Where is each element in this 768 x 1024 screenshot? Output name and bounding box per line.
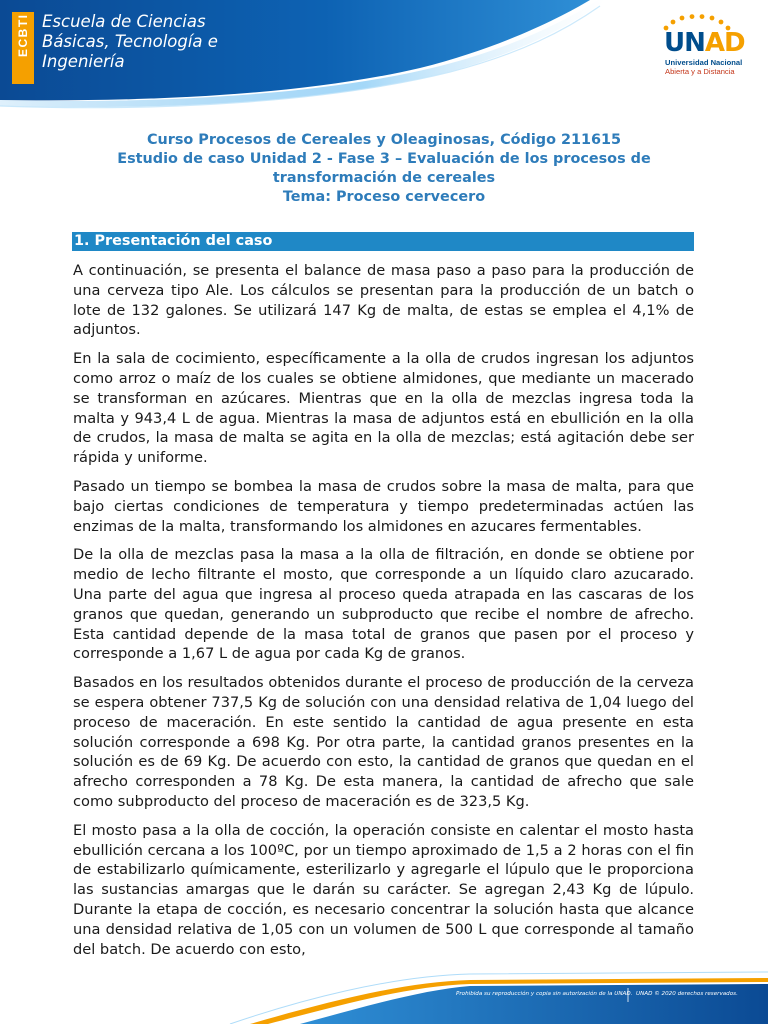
school-name-line: Ingeniería xyxy=(42,52,125,71)
paragraph: A continuación, se presenta el balance de masa paso a paso para la producción de una cerveza tipo Ale. Los cálculos se presentan para la producción de un batch o lote de 132 galones. Se utilizará 147 Kg de malta, de estas se emplea el 4,1% de adjuntos. xyxy=(73,262,694,339)
title-line: transformación de cereales xyxy=(272,170,496,186)
unad-logo xyxy=(656,14,756,78)
paragraph: El mosto pasa a la olla de cocción, la operación consiste en calentar el mosto hasta ebullición cercana a los 100ºC, por un tiempo aproximado de 1,5 a 2 horas con el fin de estabilizarlo químicamente, esterilizarlo y agregarle el lúpulo que le proporciona las sustancias amargas que le darán su carácter. Se agregan 2,43 Kg de lúpulo. Durante la etapa de cocción, es necesario concentrar la solución hasta que alcance una densidad relativa de 1,05 con un volumen de 500 L que corresponde al tamaño del batch. De acuerdo con esto, xyxy=(73,821,694,958)
paragraph: Pasado un tiempo se bombea la masa de crudos sobre la masa de malta, para que bajo ciertas condiciones de temperatura y tiempo predeterminadas actúen las enzimas de la malta, transformando los almidones en azucares fermentables. xyxy=(73,477,694,535)
logo-subtitle: Abierta y a Distancia xyxy=(665,67,735,76)
paragraph: De la olla de mezclas pasa la masa a la olla de filtración, en donde se obtiene por medio de lecho filtrante el mosto, que corresponde a un líquido claro azucarado. Una parte del agua que ingresa al proceso queda atrapada en las cascaras de los granos que quedan, generando un subproducto que recibe el nombre de afrecho. Esta cantidad depende de la masa total de granos que pasen por el proceso y corresponde a 1,67 L de agua por cada Kg de granos. xyxy=(73,546,694,663)
paragraph: En la sala de cocimiento, específicamente a la olla de crudos ingresan los adjuntos como arroz o maíz de los cuales se obtiene almidones, que mediante un macerado se transforman en azúcares. Mientras que en la olla de mezclas ingresa toda la malta y 943,4 L de agua. Mientras la masa de adjuntos está en ebullición en la olla de crudos, la masa de malta se agita en la olla de mezclas; está agitación debe ser rápida y uniforme. xyxy=(73,350,694,467)
page-footer xyxy=(0,968,768,1024)
logo-wordmark-ad: AD xyxy=(704,28,745,58)
section-heading: 1. Presentación del caso xyxy=(72,232,694,251)
title-line: Curso Procesos de Cereales y Oleaginosas, Código 211615 xyxy=(146,132,622,148)
school-name xyxy=(42,12,218,72)
footer-copyright: UNAD © 2020 derechos reservados. xyxy=(636,991,738,997)
logo-wordmark xyxy=(664,28,745,58)
paragraph: Basados en los resultados obtenidos durante el proceso de producción de la cerveza se espera obtener 737,5 Kg de solución con una densidad relativa de 1,04 luego del proceso de maceración. En este sentido la cantidad de agua presente en esta solución corresponde a 698 Kg. Por otra parte, la cantidad granos presentes en la solución es de 69 Kg. De acuerdo con esto, la cantidad de granos que quedan en el afrecho corresponden a 78 Kg. De esta manera, la cantidad de afrecho que sale como subproducto del proceso de maceración es de 323,5 Kg. xyxy=(73,674,694,810)
page-header xyxy=(0,0,768,110)
title-line: Estudio de caso Unidad 2 - Fase 3 – Evaluación de los procesos de xyxy=(117,151,651,167)
footer-notice: Prohibida su reproducción y copia sin autorización de la UNAD. xyxy=(456,991,633,997)
school-name-line: Básicas, Tecnología e xyxy=(42,32,218,51)
ecbti-label: ECBTI xyxy=(16,13,30,57)
logo-subtitle: Universidad Nacional xyxy=(665,58,743,67)
title-line: Tema: Proceso cervecero xyxy=(282,189,486,205)
document-title xyxy=(74,131,694,207)
document-body xyxy=(73,261,694,968)
school-name-line: Escuela de Ciencias xyxy=(42,12,206,31)
logo-wordmark-un: UN xyxy=(664,28,705,58)
